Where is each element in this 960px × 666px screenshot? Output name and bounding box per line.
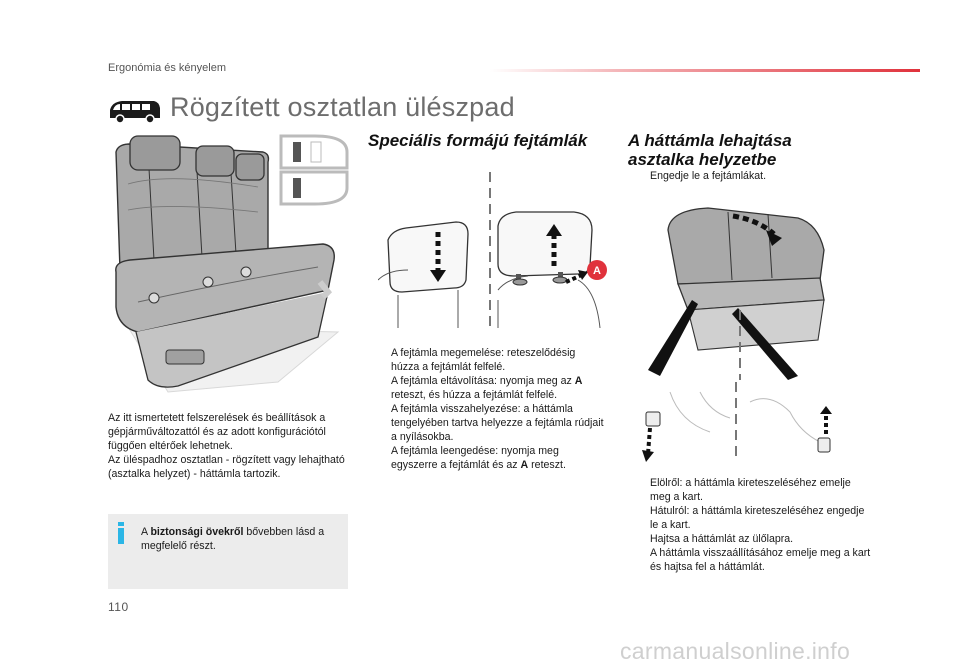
list-item: Hajtsa a háttámlát az ülőlapra. [650,533,794,545]
headrest-adjust-illustration [378,170,610,330]
list-item: A fejtámla leengedése: nyomja meg egyszerre a fejtámlát és az A reteszt. [391,445,566,471]
headrest-callout-a: A [593,265,601,277]
info-note-text: A biztonsági övekről bővebben lásd a megfelelő részt. [141,526,325,552]
fold-backrest-list [628,476,874,574]
special-headrests-list [369,346,605,472]
page-title: Rögzített osztatlan ülészpad [170,92,515,122]
fold-top-list [628,169,868,183]
info-icon [117,522,125,544]
fold-heading-line2: asztalka helyzetbe [628,150,777,169]
seatbelts-link: biztonsági övekről [150,526,244,538]
section-header: Ergonómia és kényelem [108,62,227,74]
list-item: A háttámla visszaállításához emelje meg a kart és hajtsa fel a háttámlát. [650,547,871,573]
list-item: Hátulról: a háttámla kireteszeléséhez engedje le a kart. [650,505,865,531]
intro-paragraph-1: Az itt ismertetett felszerelések és beállítások a gépjárműváltozattól és az adott konfigurációtól függően eltérőek lehetnek. [108,412,326,452]
list-item: Elölről: a háttámla kireteszeléséhez emelje meg a kart. [650,477,851,503]
fold-heading-line1: A háttámla lehajtása [628,131,792,150]
list-item: A fejtámla megemelése: reteszelődésig húzza a fejtámlát felfelé. [391,347,576,373]
backrest-fold-illustration [648,200,838,380]
list-item: A fejtámla eltávolítása: nyomja meg az A reteszt, és húzza a fejtámlát felfelé. [391,375,583,401]
lever-release-illustration [640,382,840,464]
intro-paragraph-2: Az üléspadhoz osztatlan - rögzített vagy lehajtható (asztalka helyzet) - háttámla tartozik. [108,454,345,480]
list-item: Engedje le a fejtámlákat. [650,170,767,182]
header-accent-line [490,69,920,72]
intro-text [108,411,356,481]
list-item: A fejtámla visszahelyezése: a háttámla tengelyében tartva helyezze a fejtámla rúdjait a nyílásokba. [391,403,604,443]
page-number: 110 [108,600,129,614]
watermark: carmanualsonline.info [620,638,851,664]
van-icon [108,98,162,124]
special-headrests-heading: Speciális formájú fejtámlák [368,131,588,150]
vehicle-top-view-diagram [275,132,351,208]
fold-backrest-heading [628,131,858,169]
